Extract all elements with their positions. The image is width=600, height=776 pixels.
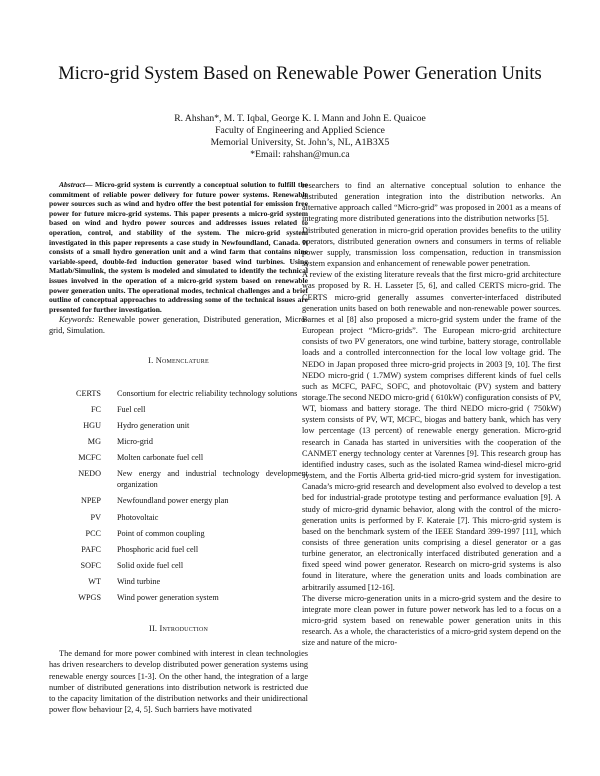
nomenclature-definition: Hydro generation unit: [117, 420, 190, 430]
nomenclature-abbreviation: CERTS: [76, 388, 101, 398]
abstract-label: Abstract—: [59, 180, 93, 189]
nomenclature-row: [49, 447, 308, 463]
introduction-heading: II. Introduction: [148, 624, 209, 634]
nomenclature-abbreviation: PAFC: [81, 544, 101, 554]
author-email: *Email: rahshan@mun.ca: [250, 149, 350, 160]
nomenclature-row: [49, 571, 308, 587]
nomenclature-definition: Consortium for electric reliability technology solutions: [117, 388, 298, 398]
nomenclature-definition: Molten carbonate fuel cell: [117, 453, 204, 463]
nomenclature-row: [49, 399, 308, 415]
nomenclature-definition: Micro-grid: [117, 437, 153, 447]
nomenclature-row: [49, 523, 308, 539]
nomenclature-row: [49, 415, 308, 431]
nomenclature-row: [49, 388, 308, 399]
body-paragraph-4: The diverse micro-generation units in a micro-grid system and the desire to integrate more clean power in future power network has led to a focus on a micro-grid system based on renewable power generation units in this research. As a whole, the characteristics of a micro-grid system depend on the size and nature of the micro-: [302, 593, 561, 648]
nomenclature-table: [49, 388, 308, 603]
body-paragraph-3: A review of the existing literature reveals that the first micro-grid architecture was proposed by R. H. Lasseter [5, 6], and called CERTS micro-grid. The CERTS micro-grid generally assumes converter-interfaced distributed generation units based on both renewable and non-renewable power sources. Barnes et al [8] also proposed a micro-grid system under the frame of the European project “Micro-grids”. The European micro-grid architecture consists of two PV generators, one wind turbine, battery storage, controllable loads and a controlled interconnection for the local low voltage grid. The NEDO in Japan proposed three micro-grid projects in 2003 [9, 10]. The first NEDO micro-grid ( 1.7MW) system comprises different kinds of fuel cells such as MCFC, PAFC, SOFC, and photovoltaic (PV) system and battery storage.The second NEDO micro-grid ( 610kW) configuration consists of PV, WT, biomass and battery storage. The third NEDO micro-grid ( 750kW) system consists of PV, WT, MCFC, biogas and battery bank, which has very low percentage (13 percent) of renewable energy generation. Micro-grid research in Canada has started in universities with the cooperation of the CANMET energy technology center at Varennes [9]. This research group has identified industry cases, such as the isolated Ramea wind-diesel micro-grid system, and the Fortis Alberta grid-tied micro-grid system for investigation. Canada’s micro-grid research and development also evolved to develop a test bed for industrial-grade prototype testing and performance evaluation [9]. A study of micro-grid dynamic behavior, along with the control of the micro-generation units is performed by F. Kateraie [7]. This micro-grid system is based on the benchmark system of the IEEE Standard 399-1997 [11], which consists of three generation units comprising a diesel generator or a gas turbine generator, an electronically interfaced distributed generation and a fixed speed wind power generator. Research on micro-grid systems is also found in literature, where the generation units and loads combination are arbitrarily assumed [12-16].: [302, 270, 561, 592]
nomenclature-abbreviation: PV: [90, 512, 101, 522]
keywords-text: Renewable power generation, Distributed generation, Micro-grid, Simulation.: [49, 315, 308, 336]
nomenclature-definition: Solid oxide fuel cell: [117, 560, 184, 570]
nomenclature-row: [49, 463, 308, 490]
body-paragraph-2: Distributed generation in micro-grid operation provides benefits to the utility operators, distributed generation owners and consumers in terms of reliable power supply, transmission loss compensation, reduction in transmission system expansion and enhancement of renewable power penetration.: [302, 225, 561, 269]
nomenclature-heading: I. Nomenclature: [148, 355, 209, 365]
nomenclature-definition: Photovoltaic: [117, 512, 159, 522]
left-column: [49, 180, 308, 715]
abstract-text: Micro-grid system is currently a conceptual solution to fulfill the commitment of reliable power delivery for future power systems. Renewable power sources such as wind and hydro offer the best potential for emission free power for future micro-grid systems. This paper presents a micro-grid system based on wind and hydro power sources and addresses issues related to operation, control, and stability of the system. The micro-grid system investigated in this paper represents a case study in Newfoundland, Canada. It consists of a small hydro generation unit and a wind farm that contains nine variable-speed, double-fed induction generator based wind turbines. Using Matlab/Simulink, the system is modeled and simulated to identify the technical issues involved in the operation of a micro-grid system based on renewable power generation units. The operational modes, technical challenges and a brief outline of conceptual approaches to addressing some of the technical issues are presented for further investigation.: [49, 180, 308, 314]
nomenclature-definition: Point of common coupling: [117, 528, 205, 538]
nomenclature-row: [49, 507, 308, 523]
nomenclature-row: [49, 587, 308, 603]
nomenclature-row: [49, 555, 308, 571]
body-paragraph-1: researchers to find an alternative conceptual solution to enhance the distributed generation integration into the distribution networks. An alternative approach called “Micro-grid” was proposed in 2001 as a means of integrating more distributed generations into the distribution networks [5].: [302, 181, 561, 224]
nomenclature-abbreviation: HGU: [83, 420, 101, 430]
nomenclature-row: [49, 490, 308, 506]
right-column: [302, 180, 561, 649]
keywords: [49, 314, 308, 336]
nomenclature-definition: Newfoundland power energy plan: [117, 496, 229, 506]
nomenclature-abbreviation: NPEP: [80, 496, 101, 506]
nomenclature-abbreviation: FC: [90, 404, 101, 414]
introduction-paragraph: The demand for more power combined with interest in clean technologies has driven researchers to develop distributed power generation systems using renewable energy sources [1-3]. On the other hand, the integration of a large number of distributed generations into distribution network is restricted due to the capacity limitation of the distribution networks and their unidirectional power flow behaviour [2, 4, 5]. Such barriers have motivated: [49, 649, 308, 715]
affiliation-line-2: Memorial University, St. John’s, NL, A1B3X5: [210, 137, 390, 148]
nomenclature-abbreviation: MCFC: [78, 453, 101, 463]
nomenclature-abbreviation: SOFC: [80, 560, 101, 570]
nomenclature-row: [49, 539, 308, 555]
nomenclature-abbreviation: MG: [87, 437, 101, 447]
nomenclature-definition: Wind turbine: [117, 576, 161, 586]
nomenclature-abbreviation: WPGS: [78, 593, 101, 602]
abstract: [49, 180, 308, 314]
keywords-label: Keywords:: [59, 315, 95, 325]
nomenclature-abbreviation: NEDO: [78, 469, 101, 479]
author-names: R. Ahshan*, M. T. Iqbal, George K. I. Mann and John E. Quaicoe: [174, 113, 426, 124]
affiliation-line-1: Faculty of Engineering and Applied Science: [215, 125, 385, 136]
nomenclature-row: [49, 431, 308, 447]
nomenclature-definition: Phosphoric acid fuel cell: [117, 544, 199, 554]
author-block: [40, 113, 560, 161]
nomenclature-abbreviation: PCC: [85, 528, 101, 538]
nomenclature-definition: New energy and industrial technology development organization: [117, 469, 308, 490]
nomenclature-definition: Fuel cell: [117, 404, 146, 414]
nomenclature-abbreviation: WT: [88, 576, 101, 586]
paper-title: Micro-grid System Based on Renewable Power Generation Units: [58, 64, 542, 84]
nomenclature-definition: Wind power generation system: [117, 593, 219, 602]
